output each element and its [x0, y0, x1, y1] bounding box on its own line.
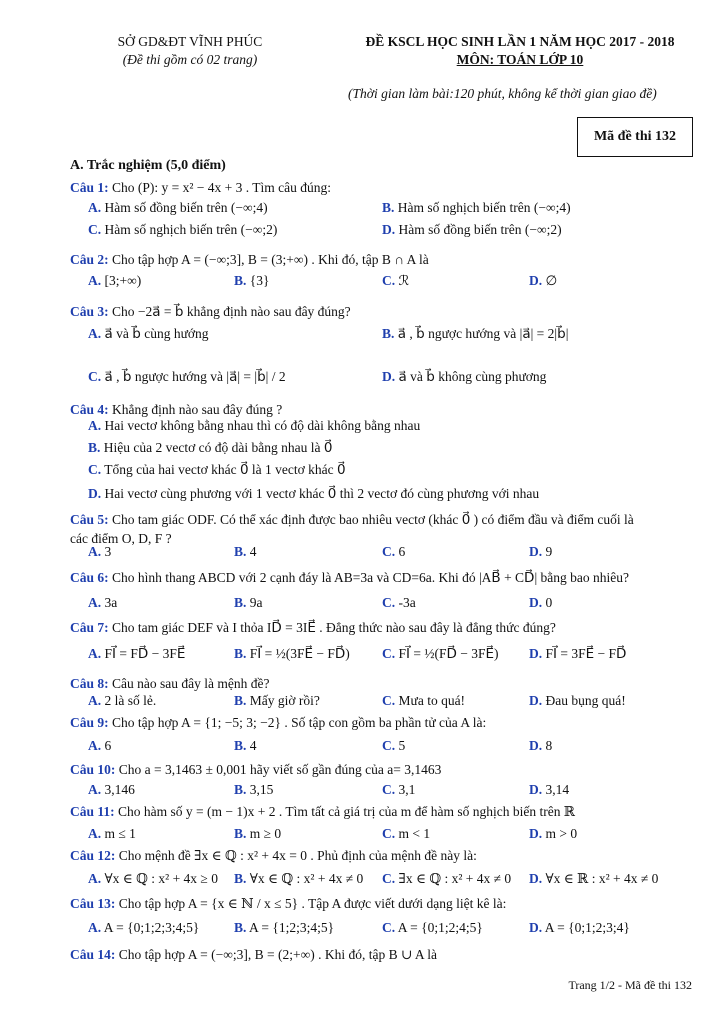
- question-9: [70, 715, 486, 731]
- time-note: (Thời gian làm bài:120 phút, không kể thời gian giao đề): [348, 86, 657, 101]
- question-text: Cho a = 3,1463 ± 0,001 hãy viết số gần đúng của a= 3,1463: [115, 762, 442, 777]
- option-text: 3a: [101, 595, 118, 610]
- option-letter: B.: [382, 326, 395, 341]
- answer-option-c: [382, 273, 409, 289]
- answer-option-a: [88, 920, 199, 936]
- option-text: Hàm số nghịch biến trên (−∞;2): [101, 222, 278, 237]
- option-text: a⃗ , b⃗ ngược hướng và |a⃗| = 2|b⃗|: [394, 326, 569, 341]
- answer-option-c: [88, 462, 346, 478]
- option-text: 4: [246, 738, 257, 753]
- option-letter: D.: [88, 486, 102, 501]
- answer-option-b: [234, 595, 263, 611]
- answer-option-b: [234, 920, 334, 936]
- answer-option-a: [88, 273, 141, 289]
- option-text: FI⃗ = ½(3FE⃗ − FD⃗): [246, 646, 350, 661]
- option-letter: C.: [382, 782, 396, 797]
- answer-option-c: [382, 544, 405, 560]
- option-text: 4: [246, 544, 257, 559]
- option-text: ∃x ∈ ℚ : x² + 4x ≠ 0: [395, 871, 512, 886]
- answer-option-b: [234, 646, 350, 662]
- option-text: ℛ: [395, 273, 410, 288]
- option-letter: A.: [88, 418, 102, 433]
- answer-option-c: [382, 595, 416, 611]
- answer-option-a: [88, 738, 111, 754]
- option-text: Hiệu của 2 vectơ có độ dài bằng nhau là 0⃗: [100, 440, 333, 455]
- option-text: -3a: [395, 595, 416, 610]
- question-label: Câu 4:: [70, 402, 109, 417]
- question-14: [70, 947, 437, 963]
- option-letter: D.: [529, 871, 543, 886]
- option-letter: C.: [88, 369, 102, 384]
- question-text: Cho −2a⃗ = b⃗ khẳng định nào sau đây đúng?: [108, 304, 351, 319]
- option-letter: D.: [529, 646, 543, 661]
- option-letter: D.: [529, 273, 543, 288]
- option-letter: C.: [382, 871, 396, 886]
- answer-option-c: [382, 782, 415, 798]
- answer-option-a: [88, 200, 268, 216]
- option-text: Hai vectơ cùng phương với 1 vectơ khác 0⃗ thì 2 vectơ đó cùng phương với nhau: [101, 486, 540, 501]
- option-text: a⃗ và b⃗ không cùng phương: [395, 369, 547, 384]
- option-text: FI⃗ = FD⃗ − 3FE⃗: [101, 646, 186, 661]
- question-label: Câu 9:: [70, 715, 109, 730]
- answer-option-b: [234, 782, 273, 798]
- option-text: 8: [542, 738, 553, 753]
- option-letter: B.: [382, 200, 395, 215]
- option-text: Tổng của hai vectơ khác 0⃗ là 1 vectơ khác 0⃗: [101, 462, 346, 477]
- exam-code-box: Mã đề thi 132: [577, 117, 693, 157]
- option-letter: C.: [382, 826, 396, 841]
- question-13: [70, 896, 506, 912]
- question-text: Cho tam giác DEF và I thỏa ID⃗ = 3IE⃗ . Đẳng thức nào sau đây là đẳng thức đúng?: [108, 620, 556, 635]
- option-text: Mấy giờ rồi?: [246, 693, 320, 708]
- page-count-note: (Đề thi gồm có 02 trang): [122, 52, 258, 67]
- option-text: Hàm số đồng biến trên (−∞;2): [395, 222, 562, 237]
- question-2: [70, 252, 429, 268]
- answer-option-d: [529, 595, 552, 611]
- question-text: Cho hàm số y = (m − 1)x + 2 . Tìm tất cả giá trị của m để hàm số nghịch biến trên ℝ: [114, 804, 576, 819]
- option-letter: D.: [529, 738, 543, 753]
- question-text: Cho hình thang ABCD với 2 cạnh đáy là AB=3a và CD=6a. Khi đó |AB⃗ + CD⃗| bằng bao nhiêu?: [108, 570, 629, 585]
- question-11: [70, 804, 575, 820]
- answer-option-b: [234, 738, 257, 754]
- option-letter: C.: [382, 693, 396, 708]
- answer-option-d: [529, 646, 626, 662]
- option-letter: D.: [529, 826, 543, 841]
- answer-option-c: [382, 738, 405, 754]
- answer-option-d: [382, 369, 546, 385]
- option-letter: B.: [234, 920, 247, 935]
- answer-option-a: [88, 693, 156, 709]
- question-6: [70, 570, 629, 586]
- answer-option-b: [234, 273, 269, 289]
- question-10: [70, 762, 441, 778]
- question-3: [70, 304, 351, 320]
- answer-option-d: [529, 738, 552, 754]
- option-text: {3}: [246, 273, 270, 288]
- option-text: m < 1: [395, 826, 431, 841]
- option-text: 6: [395, 544, 406, 559]
- option-letter: D.: [382, 222, 396, 237]
- option-letter: B.: [234, 738, 247, 753]
- question-label: Câu 8:: [70, 676, 109, 691]
- answer-option-c: [88, 222, 277, 238]
- question-label: Câu 10:: [70, 762, 116, 777]
- question-text: Cho mệnh đề ∃x ∈ ℚ : x² + 4x = 0 . Phủ định của mệnh đề này là:: [115, 848, 477, 863]
- option-letter: A.: [88, 826, 102, 841]
- answer-option-a: [88, 544, 111, 560]
- question-label: Câu 1:: [70, 180, 109, 195]
- answer-option-a: [88, 871, 218, 887]
- answer-option-d: [529, 544, 552, 560]
- option-text: a⃗ và b⃗ cùng hướng: [101, 326, 209, 341]
- option-text: A = {1;2;3;4;5}: [246, 920, 335, 935]
- option-letter: A.: [88, 693, 102, 708]
- option-letter: B.: [88, 440, 101, 455]
- option-text: Mưa to quá!: [395, 693, 466, 708]
- option-letter: B.: [234, 693, 247, 708]
- answer-option-d: [529, 826, 577, 842]
- option-letter: A.: [88, 273, 102, 288]
- question-text: Câu nào sau đây là mệnh đề?: [108, 676, 270, 691]
- option-text: [3;+∞): [101, 273, 142, 288]
- question-label: Câu 2:: [70, 252, 109, 267]
- answer-option-a: [88, 782, 135, 798]
- option-letter: D.: [529, 595, 543, 610]
- answer-option-b: [234, 544, 257, 560]
- option-text: m > 0: [542, 826, 578, 841]
- option-letter: D.: [529, 920, 543, 935]
- answer-option-a: [88, 326, 209, 342]
- option-text: m ≤ 1: [101, 826, 136, 841]
- option-text: Hai vectơ không bằng nhau thì có độ dài không bằng nhau: [101, 418, 421, 433]
- option-letter: D.: [529, 544, 543, 559]
- option-letter: C.: [382, 595, 396, 610]
- answer-option-b: [88, 440, 332, 456]
- answer-option-d: [529, 871, 658, 887]
- answer-option-c: [88, 369, 286, 385]
- question-7: [70, 620, 556, 636]
- answer-option-d: [529, 273, 557, 289]
- question-8: [70, 676, 269, 692]
- option-letter: B.: [234, 544, 247, 559]
- option-letter: C.: [88, 222, 102, 237]
- option-letter: C.: [88, 462, 102, 477]
- question-text: Cho tập hợp A = (−∞;3], B = (2;+∞) . Khi đó, tập B ∪ A là: [115, 947, 438, 962]
- option-text: A = {0;1;2;3;4}: [542, 920, 630, 935]
- option-letter: A.: [88, 595, 102, 610]
- option-letter: A.: [88, 326, 102, 341]
- option-text: ∀x ∈ ℚ : x² + 4x ≠ 0: [246, 871, 364, 886]
- answer-option-b: [382, 326, 568, 342]
- option-letter: B.: [234, 273, 247, 288]
- option-text: a⃗ , b⃗ ngược hướng và |a⃗| = |b⃗| / 2: [101, 369, 286, 384]
- option-letter: D.: [382, 369, 396, 384]
- option-text: FI⃗ = 3FE⃗ − FD⃗: [542, 646, 627, 661]
- option-letter: B.: [234, 871, 247, 886]
- question-1: [70, 180, 331, 196]
- option-letter: B.: [234, 595, 247, 610]
- exam-title: ĐỀ KSCL HỌC SINH LẦN 1 NĂM HỌC 2017 - 2018: [365, 34, 675, 49]
- option-text: 3,15: [246, 782, 274, 797]
- answer-option-c: [382, 646, 499, 662]
- option-text: 2 là số lẻ.: [101, 693, 157, 708]
- option-text: 3: [101, 544, 112, 559]
- option-text: m ≥ 0: [246, 826, 282, 841]
- question-text: Cho tập hợp A = {x ∈ ℕ / x ≤ 5} . Tập A được viết dưới dạng liệt kê là:: [115, 896, 507, 911]
- question-label: Câu 12:: [70, 848, 116, 863]
- answer-option-b: [234, 826, 281, 842]
- answer-option-a: [88, 418, 420, 434]
- question-text: Cho tam giác ODF. Có thể xác định được bao nhiêu vectơ (khác 0⃗ ) có điểm đầu và điểm cuối là: [108, 512, 634, 527]
- answer-option-b: [234, 693, 320, 709]
- question-label: Câu 6:: [70, 570, 109, 585]
- option-letter: C.: [382, 738, 396, 753]
- option-letter: A.: [88, 920, 102, 935]
- answer-option-a: [88, 826, 136, 842]
- option-text: A = {0;1;2;3;4;5}: [101, 920, 200, 935]
- option-text: ∀x ∈ ℝ : x² + 4x ≠ 0: [542, 871, 659, 886]
- answer-option-c: [382, 826, 430, 842]
- answer-option-a: [88, 595, 117, 611]
- option-text: 3,146: [101, 782, 135, 797]
- option-text: 6: [101, 738, 112, 753]
- option-letter: C.: [382, 273, 396, 288]
- option-letter: A.: [88, 200, 102, 215]
- option-text: 3,14: [542, 782, 570, 797]
- option-letter: A.: [88, 871, 102, 886]
- answer-option-d: [529, 920, 630, 936]
- answer-option-d: [529, 693, 626, 709]
- option-text: 9: [542, 544, 553, 559]
- option-letter: A.: [88, 782, 102, 797]
- option-text: Đau bụng quá!: [542, 693, 626, 708]
- option-text: FI⃗ = ½(FD⃗ − 3FE⃗): [395, 646, 499, 661]
- option-text: 9a: [246, 595, 263, 610]
- answer-option-d: [529, 782, 569, 798]
- option-text: A = {0;1;2;4;5}: [395, 920, 483, 935]
- question-label: Câu 14:: [70, 947, 116, 962]
- question-label: Câu 3:: [70, 304, 109, 319]
- question-12: [70, 848, 477, 864]
- option-letter: A.: [88, 738, 102, 753]
- section-title: A. Trắc nghiệm (5,0 điểm): [70, 158, 226, 173]
- question-text: Cho tập hợp A = {1; −5; 3; −2} . Số tập con gồm ba phần tử của A là:: [108, 715, 487, 730]
- option-text: 3,1: [395, 782, 416, 797]
- option-letter: C.: [382, 920, 396, 935]
- question-text: Khẳng định nào sau đây đúng ?: [108, 402, 283, 417]
- question-label: Câu 5:: [70, 512, 109, 527]
- page-footer: Trang 1/2 - Mã đề thi 132: [568, 978, 692, 992]
- question-text: Cho (P): y = x² − 4x + 3 . Tìm câu đúng:: [108, 180, 332, 195]
- option-letter: C.: [382, 646, 396, 661]
- option-text: Hàm số nghịch biến trên (−∞;4): [394, 200, 571, 215]
- option-text: 0: [542, 595, 553, 610]
- option-letter: B.: [234, 826, 247, 841]
- option-text: Hàm số đồng biến trên (−∞;4): [101, 200, 268, 215]
- question-label: Câu 11:: [70, 804, 115, 819]
- subject-title: MÔN: TOÁN LỚP 10: [456, 52, 584, 67]
- question-5: [70, 512, 634, 528]
- option-letter: A.: [88, 646, 102, 661]
- question-text-continued: các điểm O, D, F ?: [70, 531, 172, 546]
- option-letter: A.: [88, 544, 102, 559]
- option-letter: C.: [382, 544, 396, 559]
- answer-option-c: [382, 871, 511, 887]
- question-label: Câu 7:: [70, 620, 109, 635]
- answer-option-d: [88, 486, 539, 502]
- option-letter: D.: [529, 693, 543, 708]
- answer-option-a: [88, 646, 185, 662]
- answer-option-b: [234, 871, 363, 887]
- option-text: ∅: [542, 273, 558, 288]
- answer-option-c: [382, 920, 483, 936]
- option-text: 5: [395, 738, 406, 753]
- answer-option-b: [382, 200, 571, 216]
- option-letter: D.: [529, 782, 543, 797]
- question-label: Câu 13:: [70, 896, 116, 911]
- question-4: [70, 402, 282, 418]
- option-letter: B.: [234, 782, 247, 797]
- option-letter: B.: [234, 646, 247, 661]
- question-text: Cho tập hợp A = (−∞;3], B = (3;+∞) . Khi đó, tập B ∩ A là: [108, 252, 429, 267]
- department-name: SỞ GD&ĐT VĨNH PHÚC: [117, 34, 263, 49]
- option-text: ∀x ∈ ℚ : x² + 4x ≥ 0: [101, 871, 218, 886]
- answer-option-d: [382, 222, 562, 238]
- answer-option-c: [382, 693, 465, 709]
